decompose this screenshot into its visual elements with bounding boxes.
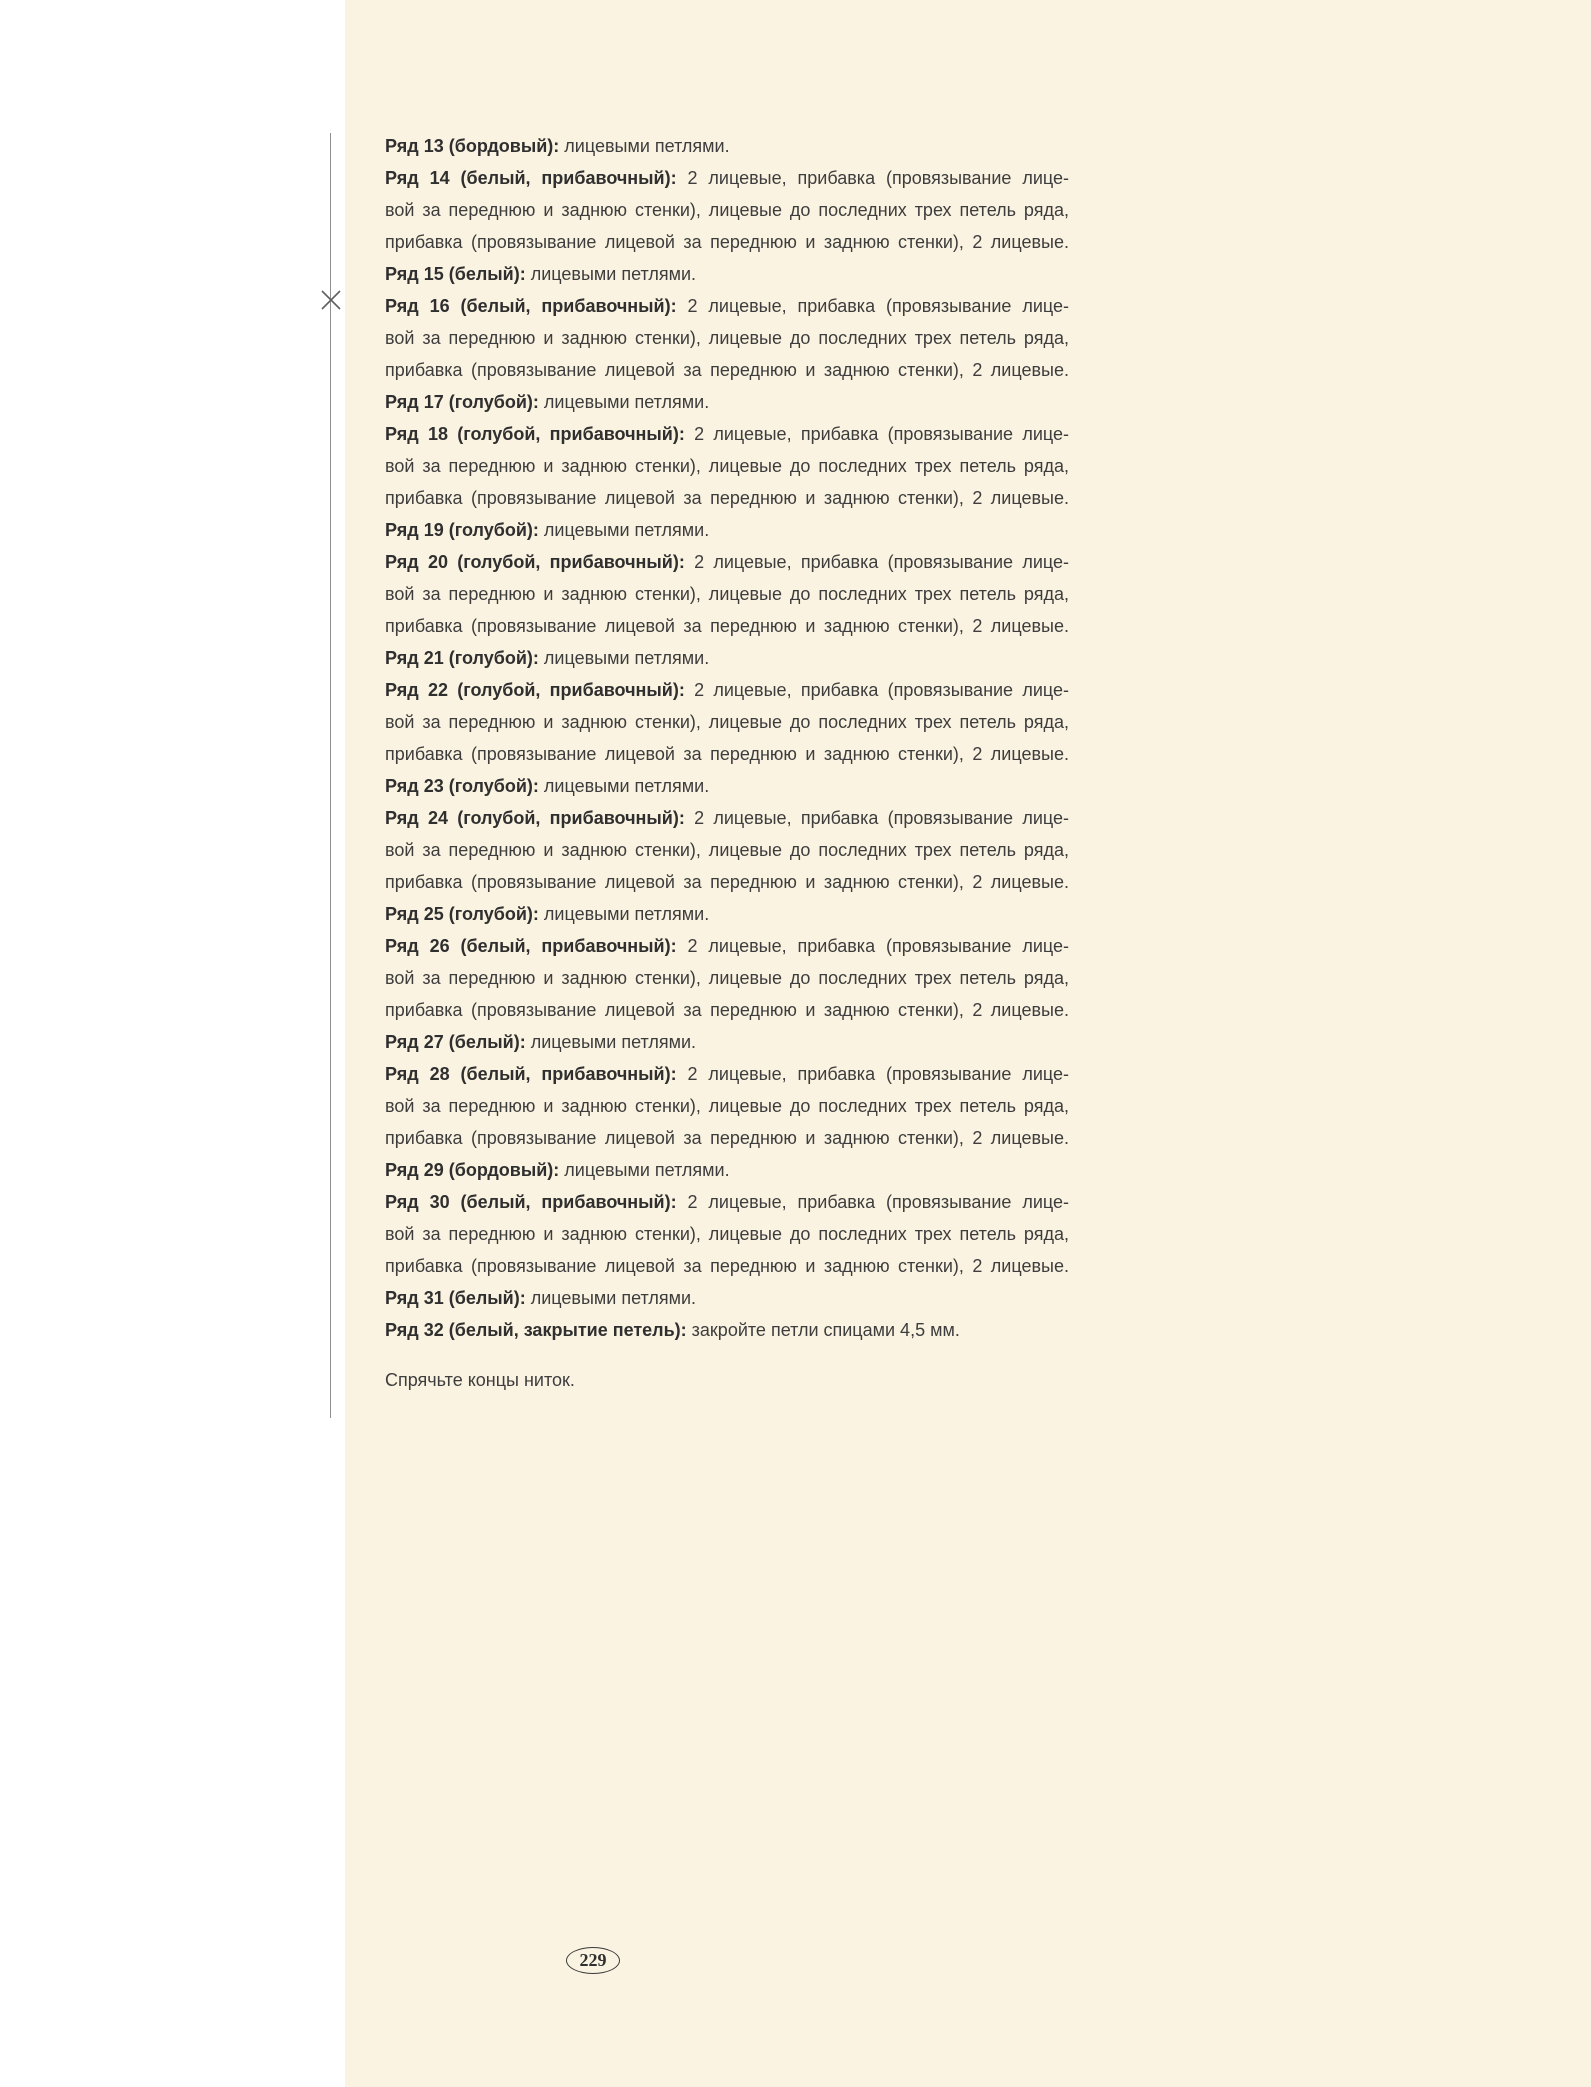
left-margin bbox=[0, 0, 345, 2087]
instruction-line: прибавка (провязывание лицевой за переднюю и заднюю стенки), 2 лицевые. bbox=[385, 488, 1069, 508]
instruction-line: Ряд 23 (голубой): лицевыми петлями. bbox=[385, 776, 710, 796]
instruction-row bbox=[385, 290, 1069, 386]
row-label: Ряд 17 (голубой): bbox=[385, 392, 539, 412]
instruction-line: прибавка (провязывание лицевой за переднюю и заднюю стенки), 2 лицевые. bbox=[385, 872, 1069, 892]
row-label: Ряд 27 (белый): bbox=[385, 1032, 526, 1052]
row-label: Ряд 26 (белый, прибавочный): bbox=[385, 936, 677, 956]
row-label: Ряд 25 (голубой): bbox=[385, 904, 539, 924]
instruction-line: Ряд 28 (белый, прибавочный): 2 лицевые, прибавка (провязывание лице- bbox=[385, 1064, 1069, 1084]
instruction-line: вой за переднюю и заднюю стенки), лицевые до последних трех петель ряда, bbox=[385, 1224, 1069, 1244]
row-label: Ряд 16 (белый, прибавочный): bbox=[385, 296, 677, 316]
instruction-line: Ряд 32 (белый, закрытие петель): закройте петли спицами 4,5 мм. bbox=[385, 1320, 960, 1340]
instruction-row bbox=[385, 1026, 1069, 1058]
instruction-row bbox=[385, 930, 1069, 1026]
page-number-badge bbox=[566, 1947, 620, 1974]
page-number: 229 bbox=[579, 1950, 607, 1970]
instruction-line: Ряд 29 (бордовый): лицевыми петлями. bbox=[385, 1160, 730, 1180]
instruction-row bbox=[385, 386, 1069, 418]
instructions-block bbox=[385, 130, 1069, 1396]
trim-line bbox=[330, 133, 331, 1418]
row-label: Ряд 21 (голубой): bbox=[385, 648, 539, 668]
instruction-line: Ряд 24 (голубой, прибавочный): 2 лицевые, прибавка (провязывание лице- bbox=[385, 808, 1069, 828]
instruction-rows bbox=[385, 130, 1069, 1346]
row-label: Ряд 20 (голубой, прибавочный): bbox=[385, 552, 685, 572]
instruction-line: Ряд 27 (белый): лицевыми петлями. bbox=[385, 1032, 697, 1052]
instruction-line: Ряд 20 (голубой, прибавочный): 2 лицевые, прибавка (провязывание лице- bbox=[385, 552, 1069, 572]
instruction-row bbox=[385, 770, 1069, 802]
instruction-row bbox=[385, 1314, 1069, 1346]
footer-note: Спрячьте концы ниток. bbox=[385, 1370, 575, 1390]
instruction-line: Ряд 16 (белый, прибавочный): 2 лицевые, прибавка (провязывание лице- bbox=[385, 296, 1069, 316]
instruction-row bbox=[385, 802, 1069, 898]
row-label: Ряд 18 (голубой, прибавочный): bbox=[385, 424, 685, 444]
instruction-row bbox=[385, 1186, 1069, 1282]
instruction-row bbox=[385, 1154, 1069, 1186]
row-label: Ряд 19 (голубой): bbox=[385, 520, 539, 540]
instruction-line: вой за переднюю и заднюю стенки), лицевые до последних трех петель ряда, bbox=[385, 584, 1069, 604]
instruction-line: вой за переднюю и заднюю стенки), лицевые до последних трех петель ряда, bbox=[385, 456, 1069, 476]
instruction-line: прибавка (провязывание лицевой за переднюю и заднюю стенки), 2 лицевые. bbox=[385, 360, 1069, 380]
instruction-line: Ряд 18 (голубой, прибавочный): 2 лицевые, прибавка (провязывание лице- bbox=[385, 424, 1069, 444]
instruction-line: Ряд 25 (голубой): лицевыми петлями. bbox=[385, 904, 710, 924]
instruction-line: прибавка (провязывание лицевой за переднюю и заднюю стенки), 2 лицевые. bbox=[385, 616, 1069, 636]
instruction-line: прибавка (провязывание лицевой за переднюю и заднюю стенки), 2 лицевые. bbox=[385, 1256, 1069, 1276]
row-label: Ряд 13 (бордовый): bbox=[385, 136, 560, 156]
instruction-line: вой за переднюю и заднюю стенки), лицевые до последних трех петель ряда, bbox=[385, 968, 1069, 988]
instruction-line: вой за переднюю и заднюю стенки), лицевые до последних трех петель ряда, bbox=[385, 1096, 1069, 1116]
row-label: Ряд 32 (белый, закрытие петель): bbox=[385, 1320, 687, 1340]
instruction-line: вой за переднюю и заднюю стенки), лицевые до последних трех петель ряда, bbox=[385, 200, 1069, 220]
instruction-line: Ряд 15 (белый): лицевыми петлями. bbox=[385, 264, 697, 284]
instruction-row bbox=[385, 1282, 1069, 1314]
instruction-row bbox=[385, 418, 1069, 514]
row-label: Ряд 14 (белый, прибавочный): bbox=[385, 168, 677, 188]
instruction-line: Ряд 22 (голубой, прибавочный): 2 лицевые, прибавка (провязывание лице- bbox=[385, 680, 1069, 700]
instruction-line: прибавка (провязывание лицевой за переднюю и заднюю стенки), 2 лицевые. bbox=[385, 232, 1069, 252]
instruction-line: Ряд 31 (белый): лицевыми петлями. bbox=[385, 1288, 697, 1308]
instruction-line: вой за переднюю и заднюю стенки), лицевые до последних трех петель ряда, bbox=[385, 840, 1069, 860]
instruction-line: Ряд 19 (голубой): лицевыми петлями. bbox=[385, 520, 710, 540]
instruction-line: Ряд 26 (белый, прибавочный): 2 лицевые, прибавка (провязывание лице- bbox=[385, 936, 1069, 956]
instruction-line: прибавка (провязывание лицевой за переднюю и заднюю стенки), 2 лицевые. bbox=[385, 1000, 1069, 1020]
row-label: Ряд 30 (белый, прибавочный): bbox=[385, 1192, 677, 1212]
instruction-line: вой за переднюю и заднюю стенки), лицевые до последних трех петель ряда, bbox=[385, 328, 1069, 348]
row-label: Ряд 23 (голубой): bbox=[385, 776, 539, 796]
instruction-row bbox=[385, 642, 1069, 674]
instruction-row bbox=[385, 258, 1069, 290]
instruction-row bbox=[385, 898, 1069, 930]
instruction-row bbox=[385, 162, 1069, 258]
row-label: Ряд 31 (белый): bbox=[385, 1288, 526, 1308]
instruction-line: Ряд 21 (голубой): лицевыми петлями. bbox=[385, 648, 710, 668]
instruction-row bbox=[385, 674, 1069, 770]
instruction-row bbox=[385, 546, 1069, 642]
instruction-row bbox=[385, 1058, 1069, 1154]
instruction-row bbox=[385, 514, 1069, 546]
instruction-line: Ряд 13 (бордовый): лицевыми петлями. bbox=[385, 136, 730, 156]
instruction-line: Ряд 14 (белый, прибавочный): 2 лицевые, прибавка (провязывание лице- bbox=[385, 168, 1069, 188]
cut-mark-icon bbox=[319, 288, 343, 312]
instruction-line: Ряд 30 (белый, прибавочный): 2 лицевые, прибавка (провязывание лице- bbox=[385, 1192, 1069, 1212]
instruction-line: прибавка (провязывание лицевой за переднюю и заднюю стенки), 2 лицевые. bbox=[385, 1128, 1069, 1148]
instruction-line: прибавка (провязывание лицевой за переднюю и заднюю стенки), 2 лицевые. bbox=[385, 744, 1069, 764]
row-label: Ряд 29 (бордовый): bbox=[385, 1160, 560, 1180]
row-label: Ряд 28 (белый, прибавочный): bbox=[385, 1064, 677, 1084]
instruction-row bbox=[385, 130, 1069, 162]
row-label: Ряд 24 (голубой, прибавочный): bbox=[385, 808, 685, 828]
instruction-line: Ряд 17 (голубой): лицевыми петлями. bbox=[385, 392, 710, 412]
row-label: Ряд 22 (голубой, прибавочный): bbox=[385, 680, 685, 700]
instruction-line: вой за переднюю и заднюю стенки), лицевые до последних трех петель ряда, bbox=[385, 712, 1069, 732]
row-label: Ряд 15 (белый): bbox=[385, 264, 526, 284]
